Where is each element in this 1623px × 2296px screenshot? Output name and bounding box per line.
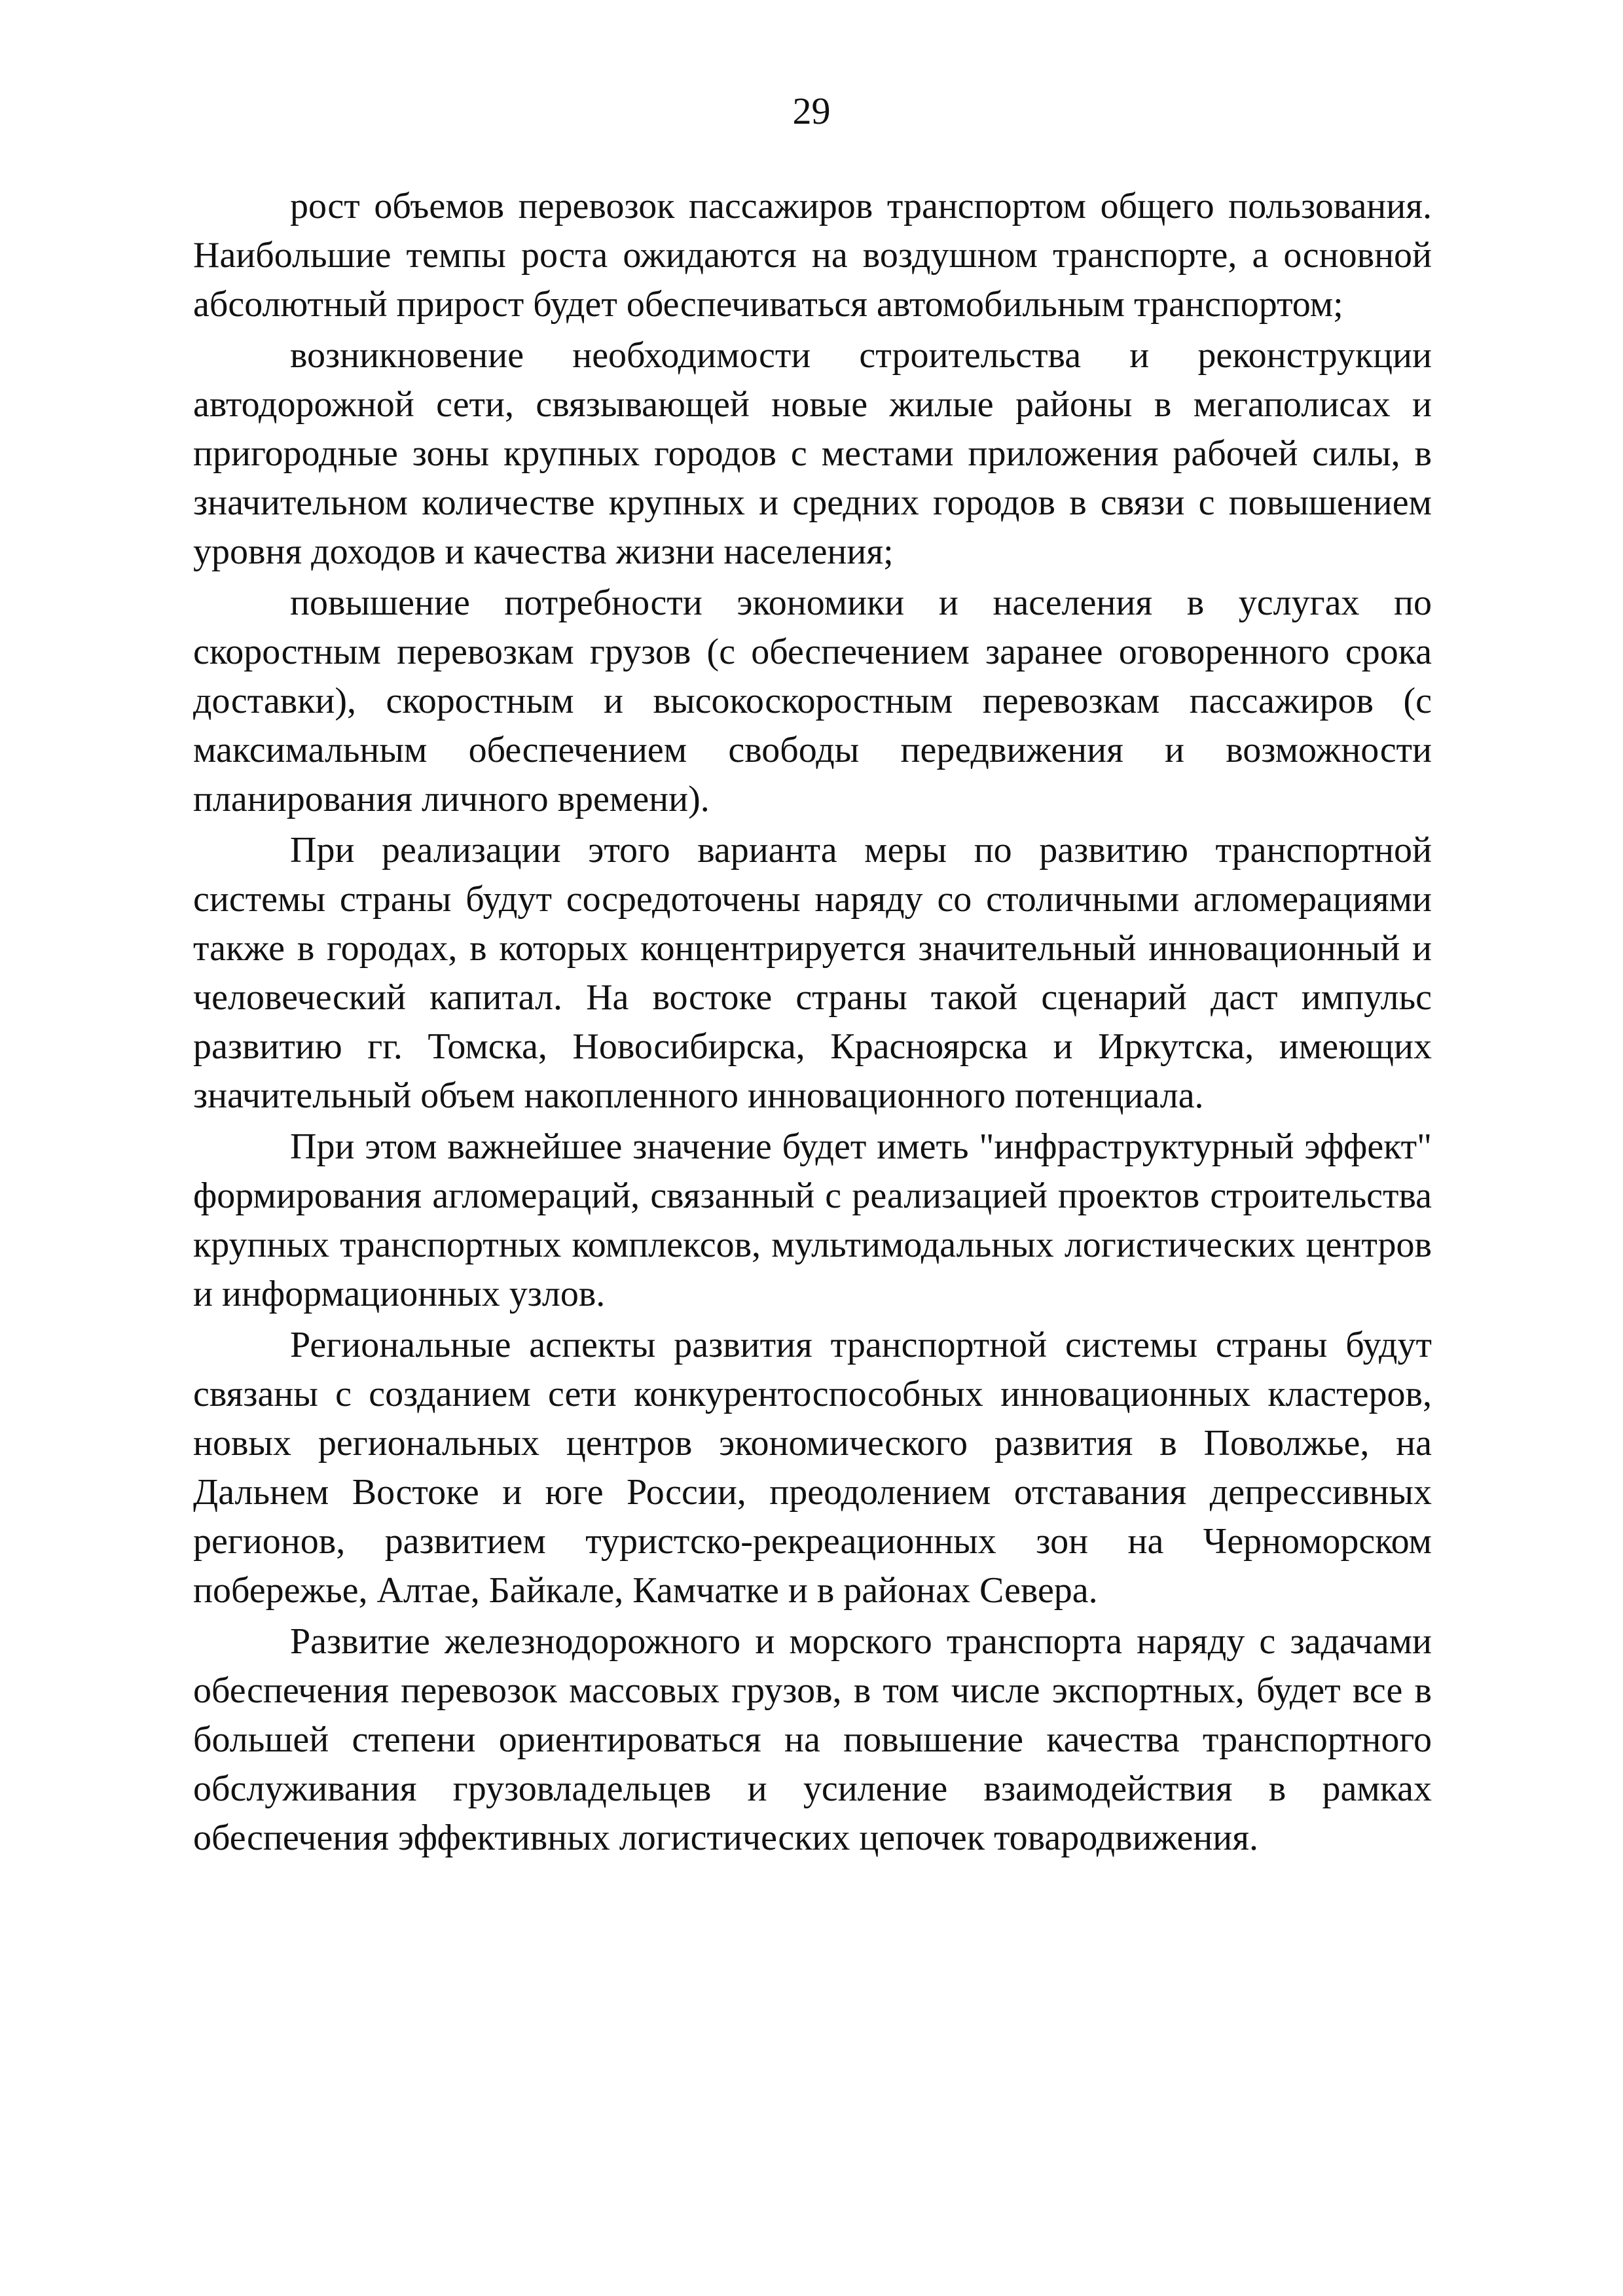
document-body	[193, 182, 1432, 1865]
paragraph-regional-aspects: Региональные аспекты развития транспортной системы страны будут связаны с созданием сети конкурентоспособных инновационных кластеров, новых региональных центров экономического развития в Поволжье, на Дальнем Востоке и юге России, преодолением отставания депрессивных регионов, развитием туристско-рекреационных зон на Черноморском побережье, Алтае, Байкале, Камчатке и в районах Севера.	[193, 1325, 1432, 1611]
paragraph-high-speed-transport: повышение потребности экономики и населения в услугах по скоростным перевозкам грузов (с обеспечением заранее оговоренного срока доставки), скоростным и высокоскоростным перевозкам пассажиров (с максимальным обеспечением свободы передвижения и возможности планирования личного времени).	[193, 583, 1432, 819]
page-number: 29	[792, 90, 831, 132]
paragraph-infrastructure-effect: При этом важнейшее значение будет иметь "инфраструктурный эффект" формирования агломераций, связанный с реализацией проектов строительства крупных транспортных комплексов, мультимодальных логистических центров и информационных узлов.	[193, 1126, 1432, 1314]
paragraph-passenger-growth: рост объемов перевозок пассажиров транспортом общего пользования. Наибольшие темпы роста ожидаются на воздушном транспорте, а основной абсолютный прирост будет обеспечиваться автомобильным транспортом;	[193, 186, 1432, 325]
paragraph-road-network: возникновение необходимости строительства и реконструкции автодорожной сети, связывающей новые жилые районы в мегаполисах и пригородные зоны крупных городов с местами приложения рабочей силы, в значительном количестве крупных и средних городов в связи с повышением уровня доходов и качества жизни населения;	[193, 335, 1432, 572]
paragraph-rail-and-sea: Развитие железнодорожного и морского транспорта наряду с задачами обеспечения перевозок массовых грузов, в том числе экспортных, будет все в большей степени ориентироваться на повышение качества транспортного обслуживания грузовладельцев и усиление взаимодействия в рамках обеспечения эффективных логистических цепочек товародвижения.	[193, 1621, 1432, 1858]
paragraph-agglomerations: При реализации этого варианта меры по развитию транспортной системы страны будут сосредоточены наряду со столичными агломерациями также в городах, в которых концентрируется значительный инновационный и человеческий капитал. На востоке страны такой сценарий даст импульс развитию гг. Томска, Новосибирска, Красноярска и Иркутска, имеющих значительный объем накопленного инновационного потенциала.	[193, 830, 1432, 1116]
